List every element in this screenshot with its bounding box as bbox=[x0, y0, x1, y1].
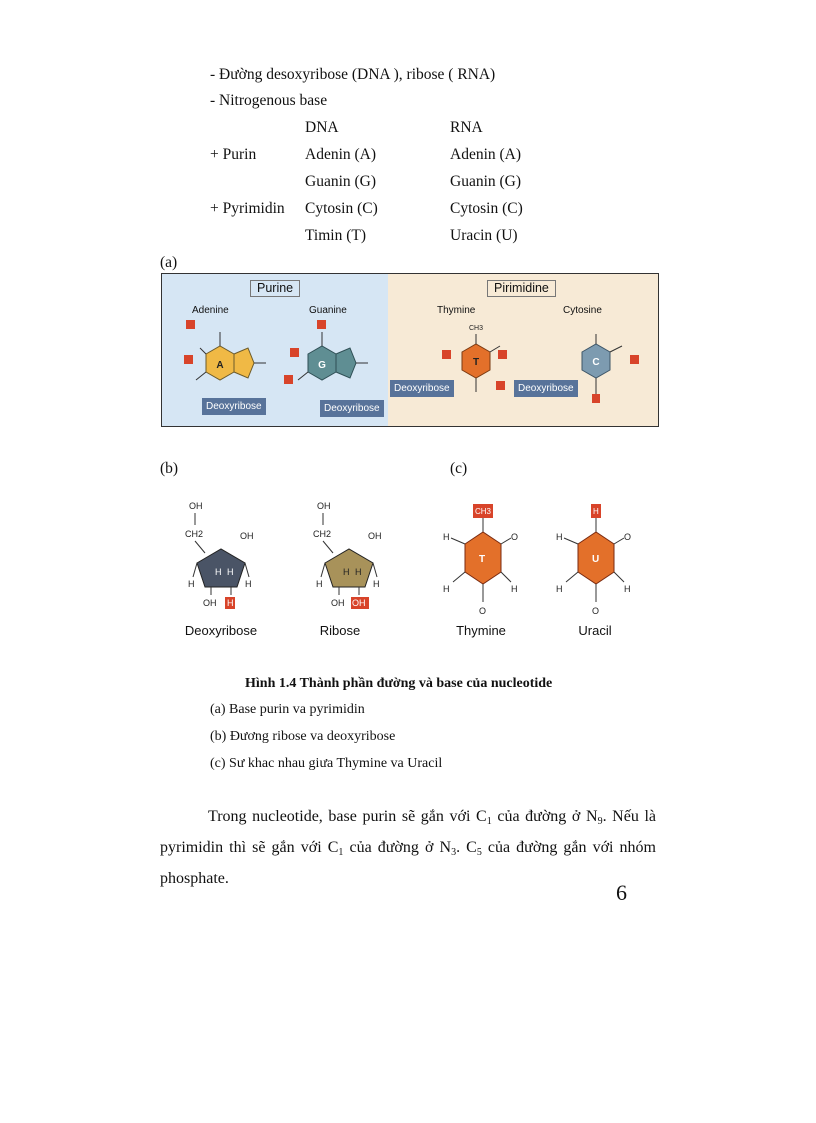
svg-text:O: O bbox=[592, 606, 600, 616]
svg-text:OH: OH bbox=[240, 531, 254, 541]
pyrimidine-header: Pirimidine bbox=[487, 280, 556, 297]
svg-text:H: H bbox=[188, 579, 195, 589]
svg-text:H: H bbox=[511, 584, 518, 594]
svg-text:H: H bbox=[593, 507, 599, 516]
caption-item: (b) Đương ribose va deoxyribose bbox=[210, 729, 396, 744]
table-cell-rna: Uracin (U) bbox=[450, 227, 518, 244]
svg-text:OH: OH bbox=[317, 501, 331, 511]
svg-text:H: H bbox=[227, 567, 234, 577]
molecule-name: Guanine bbox=[309, 305, 347, 316]
purine-header: Purine bbox=[250, 280, 300, 297]
svg-text:O: O bbox=[511, 532, 519, 542]
table-header-rna: RNA bbox=[450, 119, 483, 136]
svg-text:O: O bbox=[624, 532, 632, 542]
sugar-line: - Đường desoxyribose (DNA ), ribose ( RNA) bbox=[210, 66, 496, 83]
table-header-dna: DNA bbox=[305, 119, 339, 136]
figure-label-c: (c) bbox=[450, 460, 468, 477]
figure-label-b: (b) bbox=[160, 460, 179, 477]
deoxyribose-box: Deoxyribose bbox=[390, 380, 454, 397]
body-paragraph: Trong nucleotide, base purin sẽ gắn với $C_1$ của đường ở $N_9$. Nếu là pyrimidin thì sẽ gắn với $C_1$ của đường ở $N_3$. $C_5$ của đường gắn với nhóm phosphate. bbox=[160, 808, 657, 887]
svg-text:H: H bbox=[215, 567, 222, 577]
sugar-structures bbox=[175, 495, 405, 620]
deoxyribose-box: Deoxyribose bbox=[202, 398, 266, 415]
uracil-c-structure bbox=[556, 504, 631, 616]
table-row-group: + Purin bbox=[210, 146, 257, 163]
figure-label-a: (a) bbox=[160, 254, 178, 271]
svg-text:H: H bbox=[227, 598, 234, 608]
deoxyribose-structure bbox=[185, 501, 254, 609]
table-cell-dna: Cytosin (C) bbox=[305, 200, 378, 217]
svg-text:H: H bbox=[316, 579, 323, 589]
ring-letter: T bbox=[472, 357, 480, 368]
caption-item: (a) Base purin va pyrimidin bbox=[210, 702, 365, 717]
ring-letter: T bbox=[479, 554, 486, 565]
deoxyribose-box: Deoxyribose bbox=[320, 400, 384, 417]
svg-text:OH: OH bbox=[203, 598, 217, 608]
svg-text:H: H bbox=[556, 584, 563, 594]
adenine-structure bbox=[184, 320, 266, 380]
svg-text:H: H bbox=[443, 532, 450, 542]
page-number: 6 bbox=[616, 880, 627, 905]
ribose-structure bbox=[313, 501, 382, 609]
svg-text:CH3: CH3 bbox=[475, 507, 492, 516]
ring-letter: U bbox=[592, 554, 600, 565]
molecule-name: Thymine bbox=[437, 305, 476, 316]
svg-text:OH: OH bbox=[368, 531, 382, 541]
svg-text:OH: OH bbox=[189, 501, 203, 511]
thymine-name: Thymine bbox=[456, 623, 506, 638]
deoxyribose-box: Deoxyribose bbox=[514, 380, 578, 397]
table-cell-dna: Guanin (G) bbox=[305, 173, 377, 190]
ribose-name: Ribose bbox=[319, 623, 361, 638]
svg-text:OH: OH bbox=[331, 598, 345, 608]
svg-text:H: H bbox=[245, 579, 252, 589]
base-line: - Nitrogenous base bbox=[210, 92, 328, 109]
ring-letter: C bbox=[592, 357, 600, 368]
molecule-name: Adenine bbox=[192, 305, 229, 316]
svg-text:OH: OH bbox=[352, 598, 366, 608]
table-cell-dna: Timin (T) bbox=[305, 227, 367, 244]
svg-text:H: H bbox=[355, 567, 362, 577]
guanine-structure bbox=[284, 320, 368, 384]
table-row-group: + Pyrimidin bbox=[210, 200, 285, 217]
svg-text:H: H bbox=[556, 532, 563, 542]
svg-text:H: H bbox=[443, 584, 450, 594]
base-comparison bbox=[435, 500, 645, 622]
svg-text:H: H bbox=[343, 567, 350, 577]
figure-panel-a bbox=[161, 273, 659, 427]
figure-caption-title: Hình 1.4 Thành phần đường và base của nucleotide bbox=[245, 676, 553, 691]
thymine-c-structure bbox=[443, 504, 518, 616]
caption-item: (c) Sư khac nhau giưa Thymine va Uracil bbox=[210, 756, 443, 771]
table-cell-rna: Adenin (A) bbox=[450, 146, 522, 163]
ring-letter: G bbox=[318, 360, 326, 371]
svg-text:O: O bbox=[479, 606, 487, 616]
ring-letter: A bbox=[216, 360, 224, 371]
uracil-name: Uracil bbox=[578, 623, 612, 638]
svg-text:H: H bbox=[624, 584, 631, 594]
svg-text:CH2: CH2 bbox=[185, 529, 204, 539]
table-cell-dna: Adenin (A) bbox=[305, 146, 377, 163]
table-cell-rna: Cytosin (C) bbox=[450, 200, 523, 217]
table-cell-rna: Guanin (G) bbox=[450, 173, 522, 190]
molecule-name: Cytosine bbox=[563, 305, 602, 316]
methyl-label: CH3 bbox=[468, 325, 484, 332]
cytosine-structure bbox=[582, 334, 639, 403]
svg-text:H: H bbox=[373, 579, 380, 589]
deoxyribose-name: Deoxyribose bbox=[184, 623, 258, 638]
svg-text:CH2: CH2 bbox=[313, 529, 332, 539]
